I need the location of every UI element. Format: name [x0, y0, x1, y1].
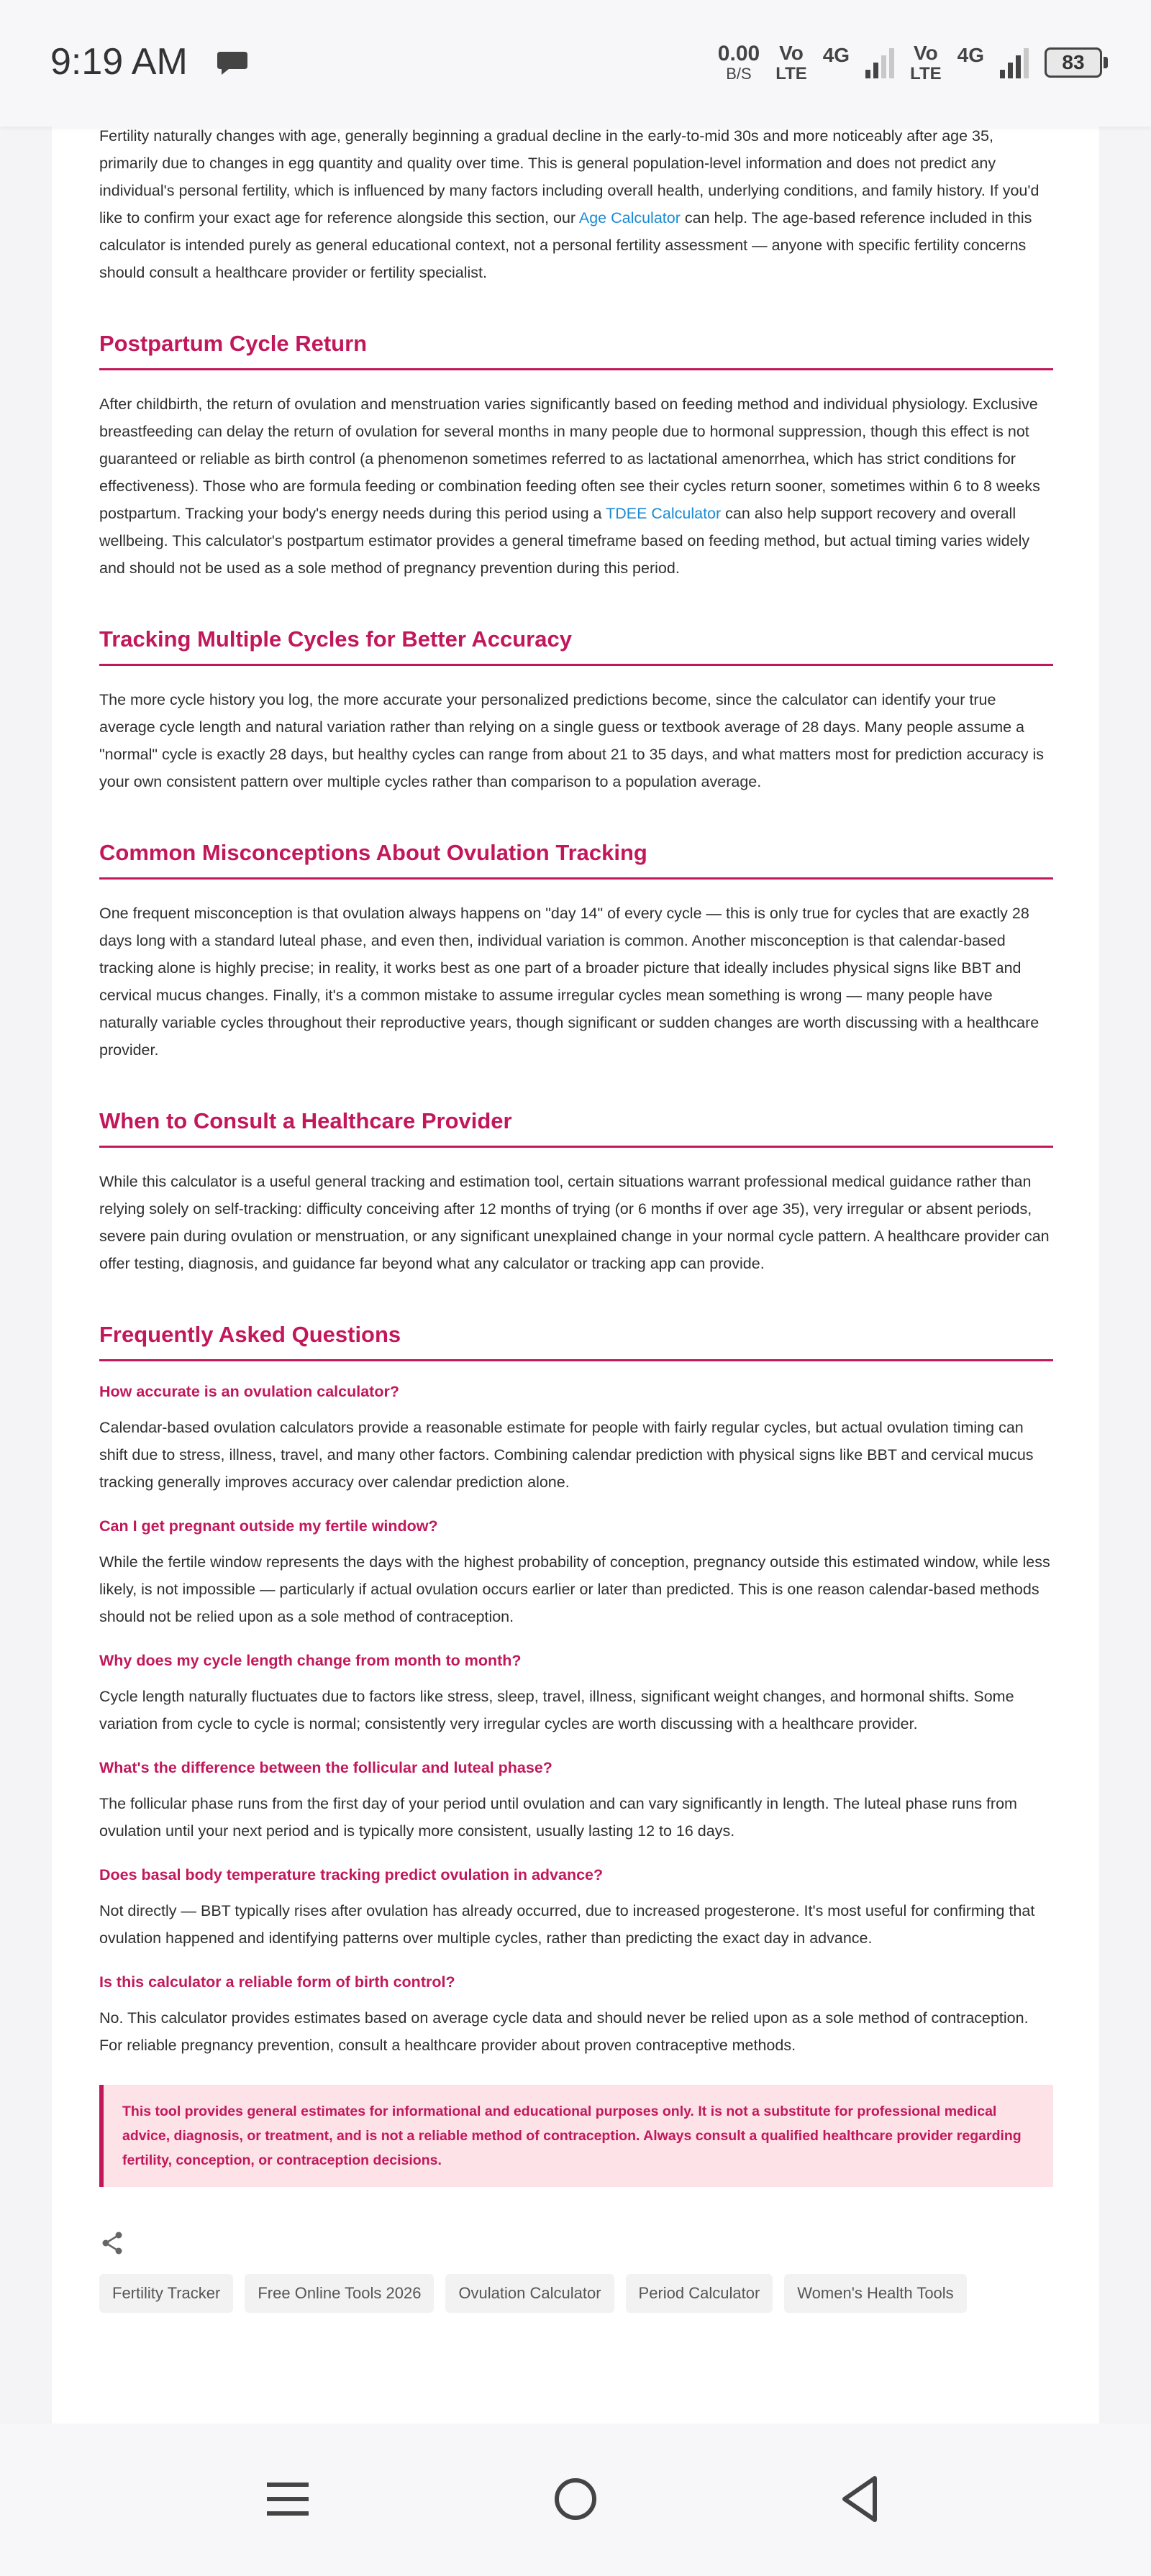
- menu-lines-icon: [265, 2477, 310, 2521]
- section-text: One frequent misconception is that ovulation always happens on "day 14" of every cycle — this is only true for cycles that are exactly 28 days long with a standard luteal phase, and even then, individual variation is common. Another misconception is that calendar-based tracking alone is highly precise; in reality, it works best as one part of a broader picture that ideally includes physical signs like BBT and cervical mucus changes. Finally, it's a common mistake to assume irregular cycles mean something is wrong — many people have naturally variable cycles throughout their reproductive years, though significant or sudden changes are worth discussing with a healthcare provider.: [99, 905, 1039, 1059]
- article-content: [99, 122, 1053, 2313]
- signal-icon-2: [1000, 47, 1029, 78]
- volte-2: Vo LTE: [910, 41, 942, 83]
- section-text: The more cycle history you log, the more accurate your personalized predictions become, since the calculator can identify your true average cycle length and natural variation rather than relying on a single guess or textbook average of 28 days. Many people assume a "normal" cycle is exactly 28 days, but healthy cycles can range from about 21 to 35 days, and what matters most for prediction accuracy is your own consistent pattern over multiple cycles rather than comparison to a population average.: [99, 691, 1045, 790]
- battery-icon: 83: [1045, 47, 1108, 78]
- faq-answer: No. This calculator provides estimates based on average cycle data and should never be relied upon as a sole method of contraception. For reliable pregnancy prevention, consult a healthcare provider about proven contraceptive methods.: [99, 2009, 1029, 2054]
- tag-womens-health-tools[interactable]: Women's Health Tools: [784, 2274, 966, 2313]
- faq-question: Does basal body temperature tracking predict ovulation in advance?: [99, 1866, 604, 1883]
- faq-question: Why does my cycle length change from month to month?: [99, 1652, 522, 1669]
- tag-free-online-tools[interactable]: Free Online Tools 2026: [245, 2274, 434, 2313]
- section-postpartum: [99, 331, 1053, 582]
- tdee-calculator-link[interactable]: TDEE Calculator: [606, 505, 722, 522]
- network-type-1: 4G: [822, 44, 850, 66]
- volte-1: Vo LTE: [775, 41, 807, 83]
- faq-answer: Calendar-based ovulation calculators provide a reasonable estimate for people with fairly regular cycles, but actual ovulation timing can shift due to stress, illness, travel, and many other factors. Combining calendar prediction with physical signs like BBT and cervical mucus tracking generally improves accuracy over calendar prediction alone.: [99, 1419, 1034, 1491]
- age-fertility-paragraph: Fertility naturally changes with age, generally beginning a gradual decline in the early-to-mid 30s and more noticeably after age 35, primarily due to changes in egg quantity and quality over time. This is general population-level information and does not predict any individual's personal fertility, which is influenced by many factors including overall health, underlying conditions, and family history. If you'd like to confirm your exact age for reference alongside this section, our Age Calculator can help. The age-based reference included in this calculator is intended purely as general educational context, not a personal fertility assessment — anyone with specific fertility concerns should consult a healthcare provider or fertility specialist.: [99, 127, 1039, 281]
- triangle-back-icon: [837, 2474, 882, 2524]
- status-icons: [718, 37, 1108, 88]
- section-title: Postpartum Cycle Return: [99, 331, 1053, 370]
- status-time: 9:19 AM: [50, 41, 188, 83]
- network-type-2: 4G: [957, 44, 984, 66]
- chat-bubble-icon: [216, 50, 249, 76]
- section-faq: [99, 1322, 1053, 2059]
- section-title: Common Misconceptions About Ovulation Tracking: [99, 840, 1053, 880]
- faq-question: How accurate is an ovulation calculator?: [99, 1383, 399, 1400]
- section-misconceptions: [99, 840, 1053, 1064]
- navigation-bar: [0, 2424, 1151, 2576]
- home-button[interactable]: [543, 2467, 608, 2531]
- section-text: While this calculator is a useful general tracking and estimation tool, certain situations warrant professional medical guidance rather than relying solely on self-tracking: difficulty conceiving after 12 months of trying (or 6 months if over age 35), very irregular or absent periods, severe pain during ovulation or menstruation, or any significant unexplained change in your normal cycle pattern. A healthcare provider can offer testing, diagnosis, and guidance far beyond what any calculator or tracking app can provide.: [99, 1173, 1050, 1272]
- section-title: When to Consult a Healthcare Provider: [99, 1108, 1053, 1148]
- tag-period-calculator[interactable]: Period Calculator: [626, 2274, 773, 2313]
- recents-button[interactable]: [255, 2467, 320, 2531]
- medical-disclaimer: This tool provides general estimates for informational and educational purposes only. It is not a substitute for professional medical advice, diagnosis, or treatment, and is not a reliable method of contraception. Always consult a qualified healthcare provider regarding fertility, conception, or contraception decisions.: [99, 2085, 1053, 2187]
- faq-question: Is this calculator a reliable form of birth control?: [99, 1973, 455, 1991]
- section-consult: [99, 1108, 1053, 1277]
- section-tracking: [99, 626, 1053, 795]
- net-speed: 0.00 B/S: [717, 42, 760, 83]
- circle-home-icon: [552, 2475, 599, 2523]
- article-card: [52, 108, 1099, 2424]
- tag-ovulation-calculator[interactable]: Ovulation Calculator: [445, 2274, 614, 2313]
- faq-question: Can I get pregnant outside my fertile window?: [99, 1517, 438, 1535]
- tag-list: [99, 2274, 1053, 2313]
- faq-answer: Cycle length naturally fluctuates due to factors like stress, sleep, travel, illness, significant weight changes, and hormonal shifts. Some variation from cycle to cycle is normal; consistently very irregular cycles are worth discussing with a healthcare provider.: [99, 1688, 1014, 1732]
- section-title: Tracking Multiple Cycles for Better Accuracy: [99, 626, 1053, 666]
- faq-answer: The follicular phase runs from the first day of your period until ovulation and can vary significantly in length. The luteal phase runs from ovulation until your next period and is typically more consistent, usually lasting 12 to 16 days.: [99, 1795, 1017, 1840]
- faq-answer: Not directly — BBT typically rises after ovulation has already occurred, due to increased progesterone. It's most useful for confirming that ovulation happened and identifying patterns over multiple cycles, rather than predicting the exact day in advance.: [99, 1902, 1035, 1947]
- tag-fertility-tracker[interactable]: Fertility Tracker: [99, 2274, 233, 2313]
- share-icon[interactable]: [99, 2230, 125, 2256]
- age-calculator-link[interactable]: Age Calculator: [578, 209, 681, 227]
- signal-icon-1: [865, 47, 894, 78]
- faq-question: What's the difference between the follicular and luteal phase?: [99, 1759, 552, 1776]
- section-text: After childbirth, the return of ovulation and menstruation varies significantly based on feeding method and individual physiology. Exclusive breastfeeding can delay the return of ovulation for several months in many people due to hormonal suppression, though this effect is not guaranteed or reliable as birth control (a phenomenon sometimes referred to as lactational amenorrhea, which has strict conditions for effectiveness). Those who are formula feeding or combination feeding often see their cycles return sooner, sometimes within 6 to 8 weeks postpartum. Tracking your body's energy needs during this period using a TDEE Calculator can also help support recovery and overall wellbeing. This calculator's postpartum estimator provides a general timeframe based on feeding method, but actual timing varies widely and should not be used as a sole method of pregnancy prevention during this period.: [99, 396, 1040, 577]
- back-button[interactable]: [827, 2467, 892, 2531]
- faq-answer: While the fertile window represents the days with the highest probability of conception, pregnancy outside this estimated window, while less likely, is not impossible — particularly if actual ovulation occurs earlier or later than predicted. This is one reason calendar-based methods should not be relied upon as a sole method of contraception.: [99, 1553, 1050, 1625]
- faq-title: Frequently Asked Questions: [99, 1322, 1053, 1361]
- status-bar: [0, 0, 1151, 127]
